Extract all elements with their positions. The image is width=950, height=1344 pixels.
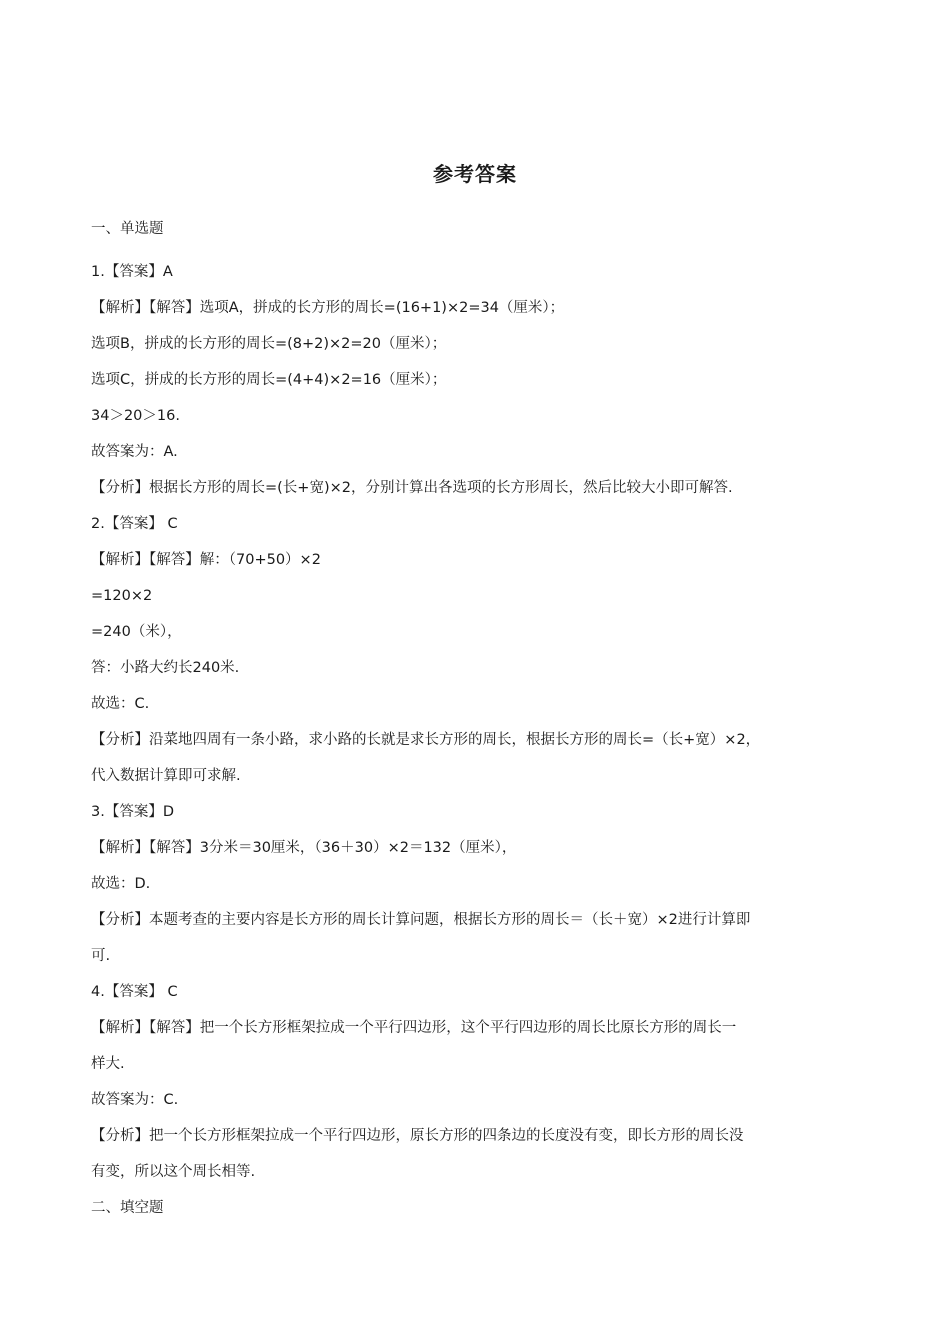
- analysis-line: 【解析】【解答】选项A，拼成的长方形的周长=(16+1)×2=34（厘米）；: [91, 300, 565, 316]
- analysis-line: 故选：C.: [91, 696, 150, 712]
- section-heading-fill-blank: 二、填空题: [91, 1200, 164, 1216]
- analysis-line: 选项C，拼成的长方形的周长=(4+4)×2=16（厘米）；: [91, 372, 447, 388]
- analysis-line: =120×2: [91, 588, 153, 604]
- analysis-line: 【分析】沿菜地四周有一条小路，求小路的长就是求长方形的周长，根据长方形的周长=（长+宽）×2，: [91, 732, 761, 748]
- analysis-line: 答：小路大约长240米.: [91, 660, 240, 676]
- answer-line: 1.【答案】A: [91, 264, 173, 280]
- answer-line: 2.【答案】 C: [91, 516, 178, 532]
- analysis-line: 34＞20＞16.: [91, 408, 180, 424]
- analysis-line: 【分析】根据长方形的周长=(长+宽)×2，分别计算出各选项的长方形周长，然后比较大小即可解答.: [91, 480, 733, 496]
- page-title: 参考答案: [433, 162, 517, 186]
- analysis-line: 【解析】【解答】3分米＝30厘米，（36＋30）×2＝132（厘米），: [91, 840, 517, 856]
- answer-content: [91, 218, 861, 1219]
- section-heading-single-choice: 一、单选题: [91, 221, 164, 237]
- analysis-line: 【解析】【解答】把一个长方形框架拉成一个平行四边形，这个平行四边形的周长比原长方形的周长一: [91, 1020, 737, 1036]
- analysis-line: 代入数据计算即可求解.: [91, 768, 241, 784]
- analysis-line: 【分析】把一个长方形框架拉成一个平行四边形，原长方形的四条边的长度没有变，即长方形的周长没: [91, 1128, 744, 1144]
- analysis-line: 故答案为：A.: [91, 444, 178, 460]
- answer-line: 4.【答案】 C: [91, 984, 178, 1000]
- answer-line: 3.【答案】D: [91, 804, 174, 820]
- analysis-line: =240（米），: [91, 624, 182, 640]
- analysis-line: 【分析】本题考查的主要内容是长方形的周长计算问题，根据长方形的周长＝（长＋宽）×2进行计算即: [91, 912, 751, 928]
- analysis-line: 故选：D.: [91, 876, 151, 892]
- analysis-line: 【解析】【解答】解：（70+50）×2: [91, 552, 321, 568]
- analysis-line: 选项B，拼成的长方形的周长=(8+2)×2=20（厘米）；: [91, 336, 447, 352]
- analysis-line: 可.: [91, 948, 111, 964]
- analysis-line: 样大.: [91, 1056, 125, 1072]
- analysis-line: 故答案为：C.: [91, 1092, 179, 1108]
- analysis-line: 有变，所以这个周长相等.: [91, 1164, 256, 1180]
